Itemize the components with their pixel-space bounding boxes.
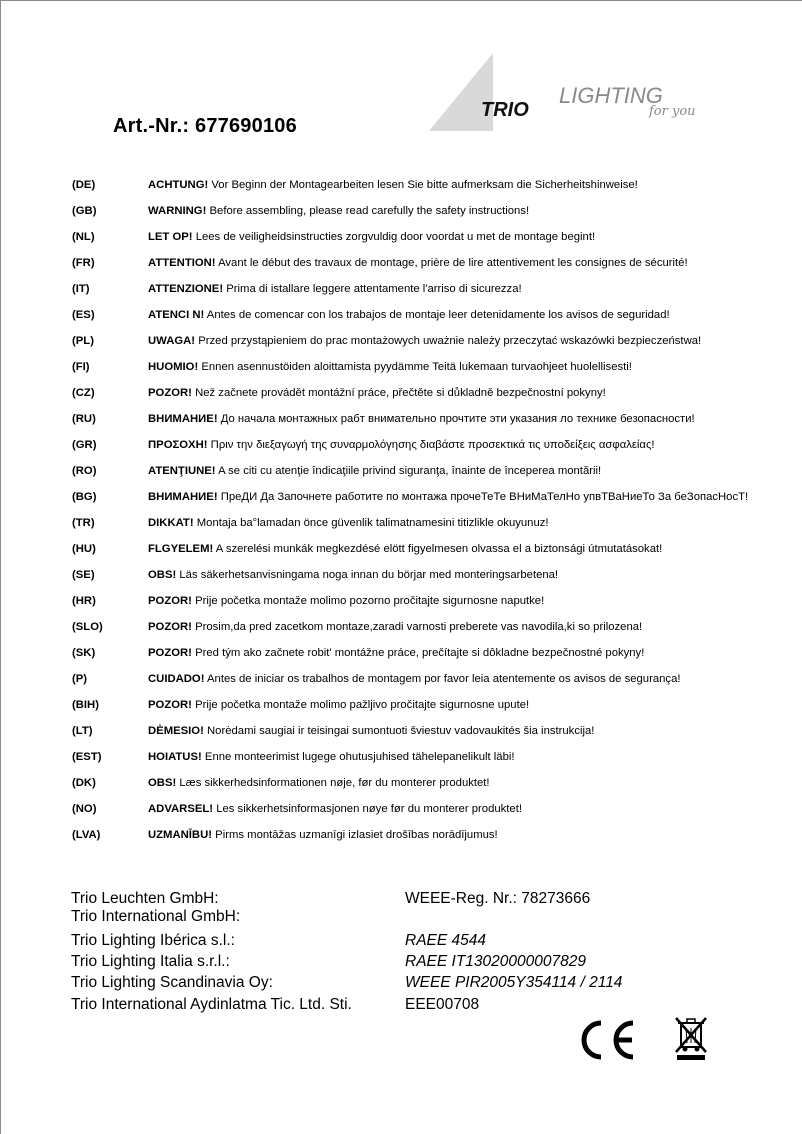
warning-keyword: ATTENZIONE!: [148, 283, 224, 295]
warning-text: [148, 461, 601, 481]
language-code: (DK): [72, 777, 96, 789]
warning-keyword: POZOR!: [148, 595, 192, 607]
warning-message: Prije početka montaže molimo pažljivo pročitajte sigurnosne upute!: [191, 699, 530, 711]
warning-message: До начала монтажных рабт внимательно прочтите эти указания ло технике безопасности!: [217, 413, 695, 425]
warning-text: [148, 539, 662, 559]
warning-message: Pirms montāžas uzmanīgi izlasiet drošības norādījumus!: [212, 829, 498, 841]
warning-keyword: ΠΡΟΣΟΧΗ!: [148, 439, 208, 451]
warning-keyword: WARNING!: [148, 205, 207, 217]
warning-row: [1, 357, 802, 377]
warning-row: [1, 799, 802, 819]
language-code: (NL): [72, 231, 95, 243]
registration-number: RAEE IT13020000007829: [405, 953, 586, 970]
warning-text: [148, 279, 522, 299]
warning-row: [1, 279, 802, 299]
warning-text: [148, 175, 638, 195]
company-name: Trio Leuchten GmbH:: [71, 890, 219, 907]
language-code: (GR): [72, 439, 97, 451]
language-code: (SK): [72, 647, 96, 659]
warning-keyword: DIKKAT!: [148, 517, 194, 529]
warning-text: [148, 409, 695, 429]
logo-brand: TRIO: [481, 99, 529, 121]
warning-message: Πριν την διεξαγωγή της συναρμολόγησης διαβάστε προσεκτικά τις υποδείξεις ασφαλείας!: [207, 439, 655, 451]
company-row: [1, 889, 802, 909]
warning-text: [148, 201, 529, 221]
warning-text: [148, 565, 558, 585]
warning-row: [1, 565, 802, 585]
warning-message: Læs sikkerhedsinformationen nøje, før du monterer produktet!: [176, 777, 490, 789]
language-code: (RU): [72, 413, 96, 425]
warning-keyword: ВНИМАНИЕ!: [148, 491, 218, 503]
language-code: (FI): [72, 361, 90, 373]
language-code: (P): [72, 673, 88, 685]
warning-keyword: LET OP!: [148, 231, 193, 243]
warning-text: [148, 643, 644, 663]
language-code: (SLO): [72, 621, 103, 633]
company-name: Trio Lighting Scandinavia Oy:: [71, 974, 273, 991]
warning-row: [1, 175, 802, 195]
warning-keyword: ATENCI N!: [148, 309, 205, 321]
warning-row: [1, 747, 802, 767]
language-code: (RO): [72, 465, 97, 477]
warning-text: [148, 591, 544, 611]
warning-message: Avant le début des travaux de montage, prière de lire attentivement les consignes de sécurité!: [215, 257, 688, 269]
registration-number: WEEE PIR2005Y354114 / 2114: [405, 974, 623, 991]
warning-message: ПреДИ Да Започнете работите по монтажа прочеТеТе ВНиМаТелНо упвТВаНиеТо За беЗопасНосТ!: [217, 491, 749, 503]
language-code: (BIH): [72, 699, 99, 711]
warning-text: [148, 227, 595, 247]
warning-row: [1, 409, 802, 429]
warning-row: [1, 539, 802, 559]
language-code: (ES): [72, 309, 95, 321]
language-code: (HR): [72, 595, 96, 607]
language-code: (LVA): [72, 829, 101, 841]
warning-keyword: UWAGA!: [148, 335, 196, 347]
warning-row: [1, 331, 802, 351]
ce-mark-icon: [577, 1017, 639, 1063]
warning-message: Montaja ba°lamadan önce güvenlik talimatnamesini titizlikle okuyunuz!: [193, 517, 549, 529]
article-number: Art.-Nr.: 677690106: [113, 115, 297, 137]
language-code: (TR): [72, 517, 95, 529]
warning-message: Enne monteerimist lugege ohutusjuhised tähelepanelikult läbi!: [201, 751, 515, 763]
language-code: (IT): [72, 283, 90, 295]
warning-text: [148, 825, 498, 845]
language-code: (HU): [72, 543, 96, 555]
warning-row: [1, 513, 802, 533]
warning-keyword: OBS!: [148, 777, 177, 789]
language-code: (NO): [72, 803, 97, 815]
warning-keyword: ATTENTION!: [148, 257, 216, 269]
warning-message: Przed przystąpieniem do prac montażowych uważnie należy przeczytać wskazówki bezpieczeństwa!: [195, 335, 702, 347]
warning-keyword: POZOR!: [148, 647, 192, 659]
language-code: (CZ): [72, 387, 95, 399]
warning-message: Prima di istallare leggere attentamente l'arriso di sicurezza!: [223, 283, 522, 295]
warning-row: [1, 773, 802, 793]
trio-lighting-logo: [429, 53, 729, 143]
warning-row: [1, 305, 802, 325]
company-name: Trio Lighting Ibérica s.l.:: [71, 932, 235, 949]
warning-keyword: DĖMESIO!: [148, 725, 204, 737]
company-row: [1, 973, 802, 993]
warning-keyword: HUOMIO!: [148, 361, 199, 373]
warning-keyword: ВНИМАНИЕ!: [148, 413, 218, 425]
warning-keyword: ACHTUNG!: [148, 179, 209, 191]
warning-text: [148, 487, 748, 507]
language-code: (FR): [72, 257, 95, 269]
logo-tagline: for you: [649, 104, 696, 119]
company-row: [1, 995, 802, 1015]
warning-row: [1, 487, 802, 507]
company-row: [1, 931, 802, 951]
company-name: Trio International Aydinlatma Tic. Ltd. Sti.: [71, 996, 352, 1013]
warning-message: A szerelési munkák megkezdésé elött figyelmesen olvassa el a biztonsági útmutatásokat!: [213, 543, 663, 555]
warning-text: [148, 357, 632, 377]
warning-text: [148, 799, 522, 819]
warning-row: [1, 383, 802, 403]
warning-message: Prosim,da pred zacetkom montaze,zaradi varnosti preberete vas navodila,ki so prilozena!: [191, 621, 643, 633]
warning-row: [1, 721, 802, 741]
warning-keyword: HOIATUS!: [148, 751, 202, 763]
language-code: (LT): [72, 725, 93, 737]
warning-text: [148, 721, 594, 741]
warning-row: [1, 227, 802, 247]
warning-keyword: POZOR!: [148, 699, 192, 711]
warning-text: [148, 617, 642, 637]
warning-row: [1, 695, 802, 715]
warning-text: [148, 513, 549, 533]
warning-text: [148, 747, 515, 767]
registration-number: EEE00708: [405, 996, 480, 1013]
warning-row: [1, 825, 802, 845]
warning-row: [1, 591, 802, 611]
warning-keyword: OBS!: [148, 569, 177, 581]
warning-message: Antes de iniciar os trabalhos de montagem por favor leia atentemente os avisos de segurança!: [204, 673, 681, 685]
warning-message: A se citi cu atenţie îndicaţiile privind siguranţa, înainte de începerea montării!: [215, 465, 602, 477]
warning-row: [1, 669, 802, 689]
warning-message: Prije početka montaže molimo pozorno pročitajte sigurnosne naputke!: [191, 595, 545, 607]
warning-text: [148, 305, 670, 325]
warning-keyword: FLGYELEM!: [148, 543, 214, 555]
language-code: (GB): [72, 205, 97, 217]
warning-keyword: POZOR!: [148, 621, 192, 633]
warning-keyword: POZOR!: [148, 387, 192, 399]
language-code: (EST): [72, 751, 102, 763]
warning-message: Läs säkerhetsanvisningama noga innan du börjar med monteringsarbetena!: [176, 569, 559, 581]
logo-lighting: LIGHTING: [559, 83, 663, 108]
warning-row: [1, 643, 802, 663]
warning-message: Pred tým ako začnete robit' montážne práce, prečítajte si dôkladne bezpečnostné pokyny!: [191, 647, 645, 659]
company-row: [1, 952, 802, 972]
warning-text: [148, 669, 681, 689]
registration-number: RAEE 4544: [405, 932, 486, 949]
crossed-bin-icon: [673, 1015, 709, 1061]
warning-keyword: UZMANĪBU!: [148, 829, 213, 841]
language-code: (DE): [72, 179, 96, 191]
warning-keyword: ATENŢIUNE!: [148, 465, 216, 477]
language-code: (PL): [72, 335, 94, 347]
warning-row: [1, 201, 802, 221]
warning-message: Ennen asennustöiden aloittamista pyydämme Teitä lukemaan turvaohjeet huolellisesti!: [198, 361, 632, 373]
warning-row: [1, 461, 802, 481]
warning-text: [148, 695, 529, 715]
warning-text: [148, 253, 688, 273]
warning-message: Než začnete provádět montážní práce, přečtěte si důkladně bezpečnostní pokyny!: [191, 387, 606, 399]
company-row: [1, 907, 802, 927]
warning-message: Les sikkerhetsinformasjonen nøye før du monterer produktet!: [213, 803, 522, 815]
warning-row: [1, 617, 802, 637]
warning-message: Antes de comencar con los trabajos de montaje leer detenidamente los avisos de seguridad!: [204, 309, 670, 321]
language-code: (BG): [72, 491, 97, 503]
warning-row: [1, 253, 802, 273]
warning-text: [148, 383, 606, 403]
warning-row: [1, 435, 802, 455]
language-code: (SE): [72, 569, 95, 581]
warning-message: Vor Beginn der Montagearbeiten lesen Sie bitte aufmerksam die Sicherheitshinweise!: [208, 179, 638, 191]
warning-keyword: ADVARSEL!: [148, 803, 214, 815]
warning-message: Before assembling, please read carefully the safety instructions!: [206, 205, 530, 217]
warning-text: [148, 773, 490, 793]
warning-text: [148, 331, 701, 351]
warning-message: Norėdami saugiai ir teisingai sumontuoti šviestuv vadovaukités šia instrukcija!: [203, 725, 595, 737]
company-name: Trio Lighting Italia s.r.l.:: [71, 953, 230, 970]
registration-number: WEEE-Reg. Nr.: 78273666: [405, 890, 591, 907]
company-name: Trio International GmbH:: [71, 908, 241, 925]
warning-message: Lees de veiligheidsinstructies zorgvuldig door voordat u met de montage begint!: [192, 231, 596, 243]
warning-text: [148, 435, 655, 455]
warning-keyword: CUIDADO!: [148, 673, 205, 685]
